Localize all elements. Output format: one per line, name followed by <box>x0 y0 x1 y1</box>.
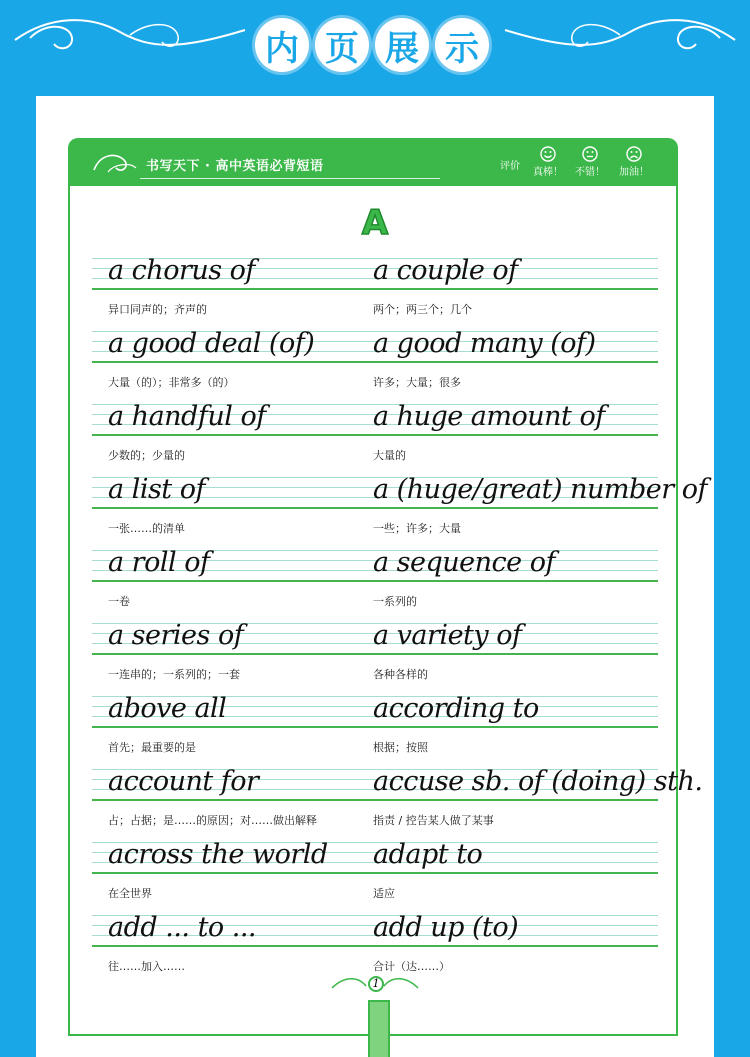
baseline-rule <box>92 799 658 801</box>
banner-title <box>255 18 489 72</box>
phrase-meaning: 首先；最重要的是 <box>108 741 196 754</box>
phrase-text: a couple of <box>373 255 518 286</box>
smile-face-icon <box>540 146 556 162</box>
phrase-text: according to <box>373 693 539 724</box>
top-banner <box>0 0 750 92</box>
ribbon-bookmark <box>368 1000 390 1057</box>
baseline-rule <box>92 726 658 728</box>
phrase-meaning: 合计（达……） <box>373 960 450 973</box>
phrase-meaning: 占；占据；是……的原因；对……做出解释 <box>108 814 317 827</box>
phrase-meaning: 各种各样的 <box>373 668 428 681</box>
baseline-rule <box>92 945 658 947</box>
baseline-rule <box>92 288 658 290</box>
leaf-swirl-icon <box>90 148 140 178</box>
baseline-rule <box>92 653 658 655</box>
phrase-meaning: 在全世界 <box>108 887 152 900</box>
banner-title-char: 示 <box>435 18 489 72</box>
phrase-meaning: 一连串的；一系列的；一套 <box>108 668 240 681</box>
header-divider <box>140 178 440 179</box>
phrase-text: a series of <box>108 620 244 651</box>
phrase-text: a handful of <box>108 401 266 432</box>
phrase-meaning: 大量的 <box>373 449 406 462</box>
phrase-text: a good deal (of) <box>108 328 315 359</box>
baseline-rule <box>92 872 658 874</box>
banner-title-char: 内 <box>255 18 309 72</box>
phrase-meaning: 一些；许多；大量 <box>373 522 461 535</box>
phrase-meaning: 指责 / 控告某人做了某事 <box>373 814 494 827</box>
neutral-face-icon <box>582 146 598 162</box>
phrase-text: above all <box>108 693 227 724</box>
phrase-meaning: 根据；按照 <box>373 741 428 754</box>
section-letter-badge <box>356 204 394 238</box>
sad-face-icon <box>626 146 642 162</box>
phrase-text: a chorus of <box>108 255 255 286</box>
phrase-text: accuse sb. of (doing) sth. <box>373 766 703 797</box>
rating-try-harder[interactable] <box>604 146 664 178</box>
section-letter: A <box>361 204 389 238</box>
page-number: 1 <box>368 976 384 992</box>
phrase-meaning: 往……加入…… <box>108 960 185 973</box>
book-title: 书写天下 · 高中英语必背短语 <box>146 159 324 174</box>
phrase-text: account for <box>108 766 259 797</box>
phrase-meaning: 一张……的清单 <box>108 522 185 535</box>
baseline-rule <box>92 580 658 582</box>
banner-title-char: 页 <box>315 18 369 72</box>
phrase-text: add up (to) <box>373 912 519 943</box>
evaluation-label: 评价 <box>500 161 520 172</box>
phrase-text: a good many (of) <box>373 328 596 359</box>
rating-label: 真棒！ <box>533 167 563 178</box>
baseline-rule <box>92 361 658 363</box>
phrase-text: a roll of <box>108 547 210 578</box>
phrase-meaning: 异口同声的；齐声的 <box>108 303 207 316</box>
baseline-rule <box>92 434 658 436</box>
phrase-text: a (huge/great) number of <box>373 474 707 505</box>
banner-title-char: 展 <box>375 18 429 72</box>
phrase-text: across the world <box>108 839 328 870</box>
phrase-meaning: 一系列的 <box>373 595 417 608</box>
right-scroll-ornament-icon <box>500 10 740 70</box>
phrase-text: a variety of <box>373 620 522 651</box>
phrase-meaning: 大量（的）；非常多（的） <box>108 376 235 389</box>
left-scroll-ornament-icon <box>10 10 250 70</box>
phrase-text: a list of <box>108 474 205 505</box>
baseline-rule <box>92 507 658 509</box>
rating-label: 加油！ <box>619 167 649 178</box>
phrase-meaning: 一卷 <box>108 595 130 608</box>
phrase-text: adapt to <box>373 839 483 870</box>
phrase-meaning: 少数的；少量的 <box>108 449 185 462</box>
phrase-text: add ... to ... <box>108 912 257 943</box>
rating-label: 不错！ <box>575 167 605 178</box>
phrase-meaning: 两个；两三个；几个 <box>373 303 472 316</box>
phrase-text: a huge amount of <box>373 401 605 432</box>
phrase-text: a sequence of <box>373 547 555 578</box>
phrase-meaning: 许多；大量；很多 <box>373 376 461 389</box>
phrase-meaning: 适应 <box>373 887 395 900</box>
